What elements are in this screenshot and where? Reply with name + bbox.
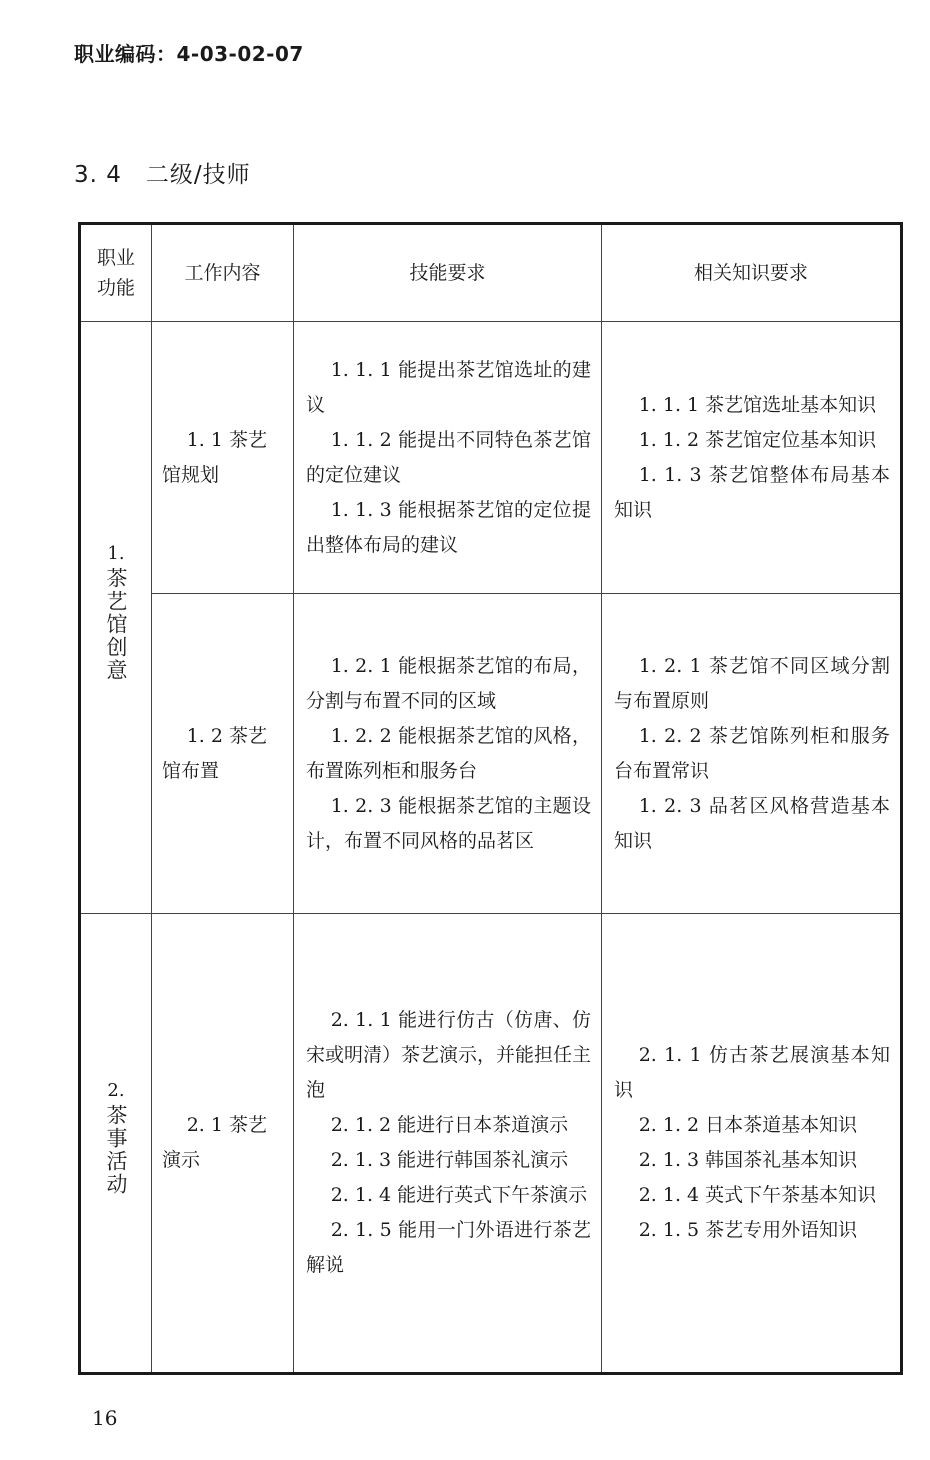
section-title: 二级/技师 xyxy=(145,162,251,188)
function-name: 茶艺馆创意 xyxy=(104,567,128,682)
function-number: 1. xyxy=(107,543,125,564)
skill-item: 2. 1. 3 能进行韩国茶礼演示 xyxy=(330,1149,569,1171)
knowledge-item: 2. 1. 4 英式下午茶基本知识 xyxy=(638,1184,877,1206)
knowledge-item: 2. 1. 5 茶艺专用外语知识 xyxy=(638,1219,858,1241)
knowledge-item: 1. 2. 3 品茗区风格营造基本知识 xyxy=(614,794,890,852)
skill-item: 1. 1. 2 能提出不同特色茶艺馆的定位建议 xyxy=(306,428,591,486)
table-row xyxy=(80,322,902,594)
header-work-content: 工作内容 xyxy=(152,224,294,322)
work-content-cell xyxy=(152,594,294,914)
skill-item: 2. 1. 2 能进行日本茶道演示 xyxy=(330,1114,569,1136)
header-function: 职业 功能 xyxy=(80,224,152,322)
skill-item: 2. 1. 1 能进行仿古（仿唐、仿宋或明清）茶艺演示，并能担任主泡 xyxy=(306,1009,592,1101)
skill-item: 1. 2. 2 能根据茶艺馆的风格，布置陈列柜和服务台 xyxy=(306,724,591,782)
skill-item: 2. 1. 5 能用一门外语进行茶艺解说 xyxy=(306,1219,591,1276)
knowledge-cell xyxy=(602,914,902,1374)
work-content-cell xyxy=(152,322,294,594)
section-heading xyxy=(74,156,251,189)
skills-cell xyxy=(294,322,602,594)
knowledge-item: 1. 1. 2 茶艺馆定位基本知识 xyxy=(638,428,877,451)
work-content: 2. 1 茶艺演示 xyxy=(162,1114,267,1171)
table-header-row xyxy=(80,224,902,322)
occupation-code: 职业编码：4-03-02-07 xyxy=(74,42,304,66)
knowledge-cell xyxy=(602,322,902,594)
page-number: 16 xyxy=(92,1406,118,1430)
knowledge-item: 2. 1. 3 韩国茶礼基本知识 xyxy=(638,1149,858,1171)
skills-cell xyxy=(294,914,602,1374)
header-knowledge-requirements: 相关知识要求 xyxy=(602,224,902,322)
function-number: 2. xyxy=(107,1080,125,1101)
knowledge-item: 2. 1. 2 日本茶道基本知识 xyxy=(638,1114,858,1136)
knowledge-cell xyxy=(602,594,902,914)
skill-item: 1. 1. 3 能根据茶艺馆的定位提出整体布局的建议 xyxy=(306,498,591,556)
skill-item: 2. 1. 4 能进行英式下午茶演示 xyxy=(330,1184,588,1206)
skill-item: 1. 1. 1 能提出茶艺馆选址的建议 xyxy=(306,358,591,416)
knowledge-item: 2. 1. 1 仿古茶艺展演基本知识 xyxy=(614,1044,890,1101)
table-row xyxy=(80,914,902,1374)
knowledge-item: 1. 1. 1 茶艺馆选址基本知识 xyxy=(638,393,877,416)
knowledge-item: 1. 1. 3 茶艺馆整体布局基本知识 xyxy=(614,463,890,521)
header-skill-requirements: 技能要求 xyxy=(294,224,602,322)
work-content-cell xyxy=(152,914,294,1374)
knowledge-item: 1. 2. 1 茶艺馆不同区域分割与布置原则 xyxy=(614,654,890,712)
work-content: 1. 1 茶艺馆规划 xyxy=(162,428,267,486)
work-content: 1. 2 茶艺馆布置 xyxy=(162,724,267,782)
function-name: 茶事活动 xyxy=(104,1104,128,1196)
skill-item: 1. 2. 1 能根据茶艺馆的布局，分割与布置不同的区域 xyxy=(306,654,591,712)
skills-cell xyxy=(294,594,602,914)
function-cell-1 xyxy=(80,322,152,914)
knowledge-item: 1. 2. 2 茶艺馆陈列柜和服务台布置常识 xyxy=(614,724,890,782)
skill-item: 1. 2. 3 能根据茶艺馆的主题设计，布置不同风格的品茗区 xyxy=(306,794,591,852)
function-cell-2 xyxy=(80,914,152,1374)
table-row xyxy=(80,594,902,914)
section-number: 3. 4 xyxy=(74,162,122,188)
skill-standard-table xyxy=(78,222,903,1375)
